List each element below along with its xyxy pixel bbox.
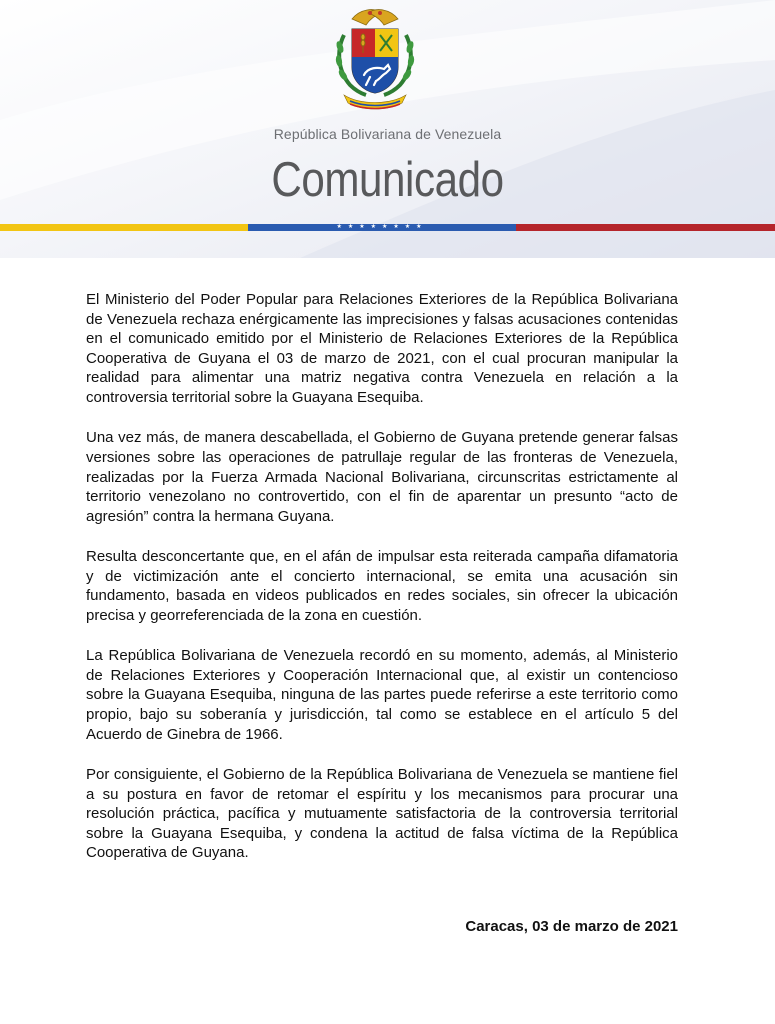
- flag-stars: ★★★★★★★★: [336, 224, 428, 230]
- coat-of-arms-emblem: [330, 5, 420, 113]
- communique-body: [86, 290, 678, 884]
- letterhead: [0, 0, 775, 258]
- paragraph-3: Resulta desconcertante que, en el afán de impulsar esta reiterada campaña difamatoria y de victimización ante el concierto internacional, se emita una acusación sin fundamento, basada en videos publicados en redes sociales, sin ofrecer la ubicación precisa y georreferenciada de la zona en cuestión.: [86, 548, 678, 624]
- paragraph-1: El Ministerio del Poder Popular para Relaciones Exteriores de la República Bolivariana de Venezuela rechaza enérgicamente las imprecisiones y falsas acusaciones contenidas en el comunicado emitido por el Ministerio de Relaciones Exteriores de la República Cooperativa de Guyana el 03 de marzo de 2021, con el cual procuran manipular la realidad para alimentar una matriz negativa contra Venezuela en relación a la controversia territorial sobre la Guayana Esequiba.: [86, 291, 678, 406]
- paragraph-2: Una vez más, de manera descabellada, el Gobierno de Guyana pretende generar falsas versiones sobre las operaciones de patrullaje regular de las fronteras de Venezuela, realizadas por la Fuerza Armada Nacional Bolivariana, circunscritas estrictamente al territorio venezolano no controvertido, con el fin de aparentar un presunto “acto de agresión” contra la hermana Guyana.: [86, 429, 678, 525]
- place-and-date: Caracas, 03 de marzo de 2021: [465, 918, 678, 935]
- flag-stripe-yellow: [0, 224, 248, 231]
- flag-stripe-red: [516, 224, 775, 231]
- paragraph-4: La República Bolivariana de Venezuela recordó en su momento, además, al Ministerio de Relaciones Exteriores y Cooperación Internacional que, al existir un contencioso sobre la Guayana Esequiba, ninguna de las partes puede referirse a este territorio como propio, bajo su soberanía y jurisdicción, tal como se establece en el artículo 5 del Acuerdo de Ginebra de 1966.: [86, 647, 678, 743]
- page-title: Comunicado: [271, 153, 504, 207]
- republic-name: República Bolivariana de Venezuela: [273, 126, 502, 142]
- paragraph-5: Por consiguiente, el Gobierno de la República Bolivariana de Venezuela se mantiene fiel a su postura en favor de retomar el espíritu y los mecanismos para procurar una resolución práctica, pacífica y mutuamente satisfactoria de la controversia territorial sobre la Guayana Esequiba, y condena la actitud de falsa víctima de la República Cooperativa de Guyana.: [86, 766, 678, 862]
